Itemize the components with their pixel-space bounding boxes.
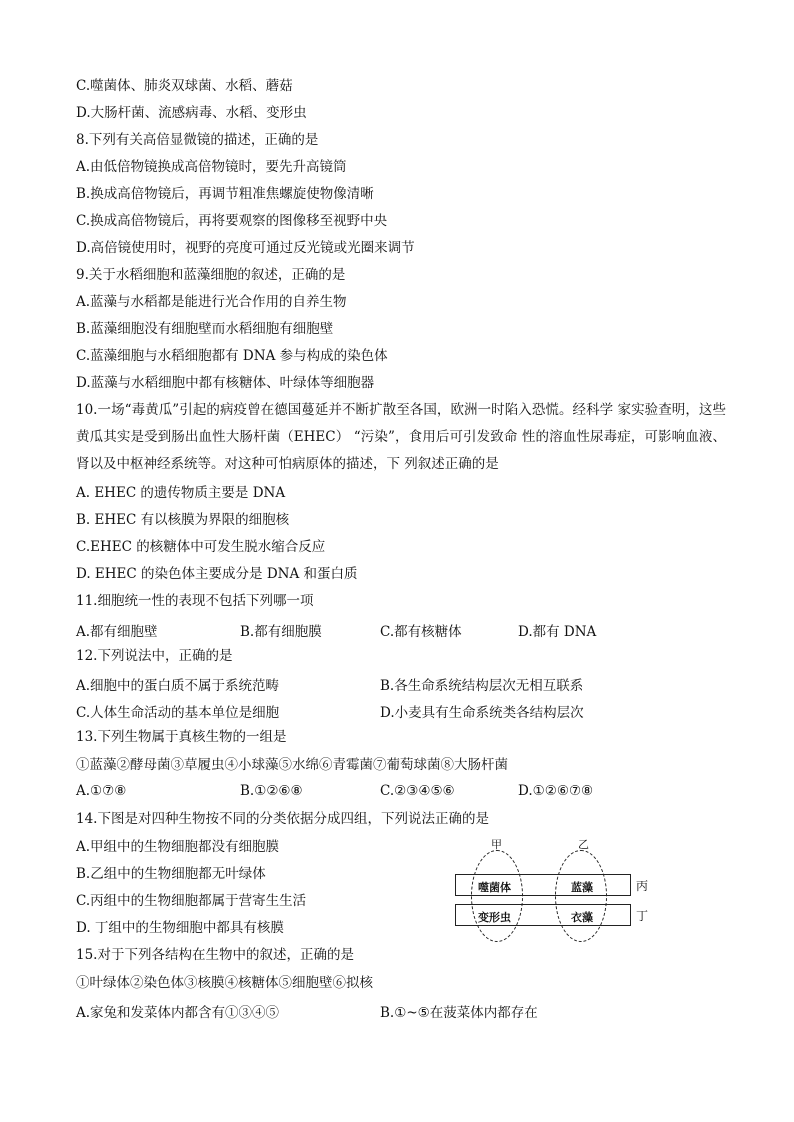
option-15b: B.①~⑤在菠菜体内都存在 bbox=[380, 1005, 538, 1021]
option-14a: A.甲组中的生物细胞都没有细胞膜 bbox=[76, 839, 280, 855]
question-15: 15.对于下列各结构在生物中的叙述，正确的是 bbox=[76, 947, 354, 963]
cell-bluealgae: 蓝藻 bbox=[571, 881, 593, 894]
question-10: 10.一场“毒黄瓜”引起的病疫曾在德国蔓延并不断扩散至各国，欧洲一时陷入恐慌。经科学 家实验查明，这些黄瓜其实是受到肠出血性大肠杆菌（EHEC） “污染”，食用后可引发致命 性的溶血性尿毒症，可影响血液、肾以及中枢神经系统等。对这种可怕病原体的描述，下 列叙述正确的是 bbox=[76, 402, 726, 472]
option-15a: A.家兔和发菜体内都含有①③④⑤ bbox=[76, 1005, 280, 1021]
cell-amoeba: 变形虫 bbox=[478, 911, 511, 924]
option-9b: B.蓝藻细胞没有细胞壁而水稻细胞有细胞壁 bbox=[76, 321, 334, 337]
option-10c: C.EHEC 的核糖体中可发生脱水缩合反应 bbox=[76, 539, 326, 555]
group-yi-oval bbox=[555, 850, 607, 942]
option-8a: A.由低倍物镜换成高倍物镜时，要先升高镜筒 bbox=[76, 159, 347, 175]
option-11a: A.都有细胞壁 bbox=[76, 624, 158, 640]
option-13a: A.①⑦⑧ bbox=[76, 783, 127, 799]
group-jia-oval bbox=[471, 850, 523, 942]
classification-diagram bbox=[455, 836, 655, 946]
row-bing-label: 丙 bbox=[636, 879, 649, 893]
row-ding-label: 丁 bbox=[636, 909, 649, 923]
question-14: 14.下图是对四种生物按不同的分类依据分成四组，下列说法正确的是 bbox=[76, 811, 489, 827]
cell-phage: 噬菌体 bbox=[478, 881, 511, 894]
option-14c: C.丙组中的生物细胞都属于营寄生生活 bbox=[76, 893, 307, 909]
question-9: 9.关于水稻细胞和蓝藻细胞的叙述，正确的是 bbox=[76, 267, 346, 283]
option-11d: D.都有 DNA bbox=[518, 624, 597, 640]
option-12d: D.小麦具有生命系统类各结构层次 bbox=[380, 705, 584, 721]
option-13b: B.①②⑥⑧ bbox=[240, 783, 303, 799]
option-9d: D.蓝藻与水稻细胞中都有核糖体、叶绿体等细胞器 bbox=[76, 375, 375, 391]
question-13: 13.下列生物属于真核生物的一组是 bbox=[76, 729, 287, 745]
option-10b: B. EHEC 有以核膜为界限的细胞核 bbox=[76, 512, 290, 528]
option-8b: B.换成高倍物镜后，再调节粗准焦螺旋使物像清晰 bbox=[76, 186, 374, 202]
option-13d: D.①②⑥⑦⑧ bbox=[518, 783, 594, 799]
group-jia-label: 甲 bbox=[491, 838, 502, 851]
question-13-list: ①蓝藻②酵母菌③草履虫④小球藻⑤水绵⑥青霉菌⑦葡萄球菌⑧大肠杆菌 bbox=[76, 757, 508, 773]
question-12: 12.下列说法中，正确的是 bbox=[76, 648, 233, 664]
option-7c: C.噬菌体、肺炎双球菌、水稻、蘑菇 bbox=[76, 78, 293, 94]
question-15-list: ①叶绿体②染色体③核膜④核糖体⑤细胞壁⑥拟核 bbox=[76, 975, 373, 991]
option-9c: C.蓝藻细胞与水稻细胞都有 DNA 参与构成的染色体 bbox=[76, 348, 388, 364]
option-13c: C.②③④⑤⑥ bbox=[380, 783, 455, 799]
option-8d: D.高倍镜使用时，视野的亮度可通过反光镜或光圈来调节 bbox=[76, 240, 415, 256]
question-11: 11.细胞统一性的表现不包括下列哪一项 bbox=[76, 593, 314, 609]
option-8c: C.换成高倍物镜后，再将要观察的图像移至视野中央 bbox=[76, 213, 388, 229]
option-11b: B.都有细胞膜 bbox=[240, 624, 322, 640]
option-9a: A.蓝藻与水稻都是能进行光合作用的自养生物 bbox=[76, 294, 347, 310]
option-12a: A.细胞中的蛋白质不属于系统范畴 bbox=[76, 678, 280, 694]
option-11c: C.都有核糖体 bbox=[380, 624, 462, 640]
option-12c: C.人体生命活动的基本单位是细胞 bbox=[76, 705, 280, 721]
option-12b: B.各生命系统结构层次无相互联系 bbox=[380, 678, 584, 694]
option-14d: D. 丁组中的生物细胞中都具有核膜 bbox=[76, 920, 284, 936]
question-8: 8.下列有关高倍显微镜的描述，正确的是 bbox=[76, 132, 319, 148]
group-yi-label: 乙 bbox=[578, 838, 589, 851]
option-10d: D. EHEC 的染色体主要成分是 DNA 和蛋白质 bbox=[76, 566, 358, 582]
option-10a: A. EHEC 的遗传物质主要是 DNA bbox=[76, 485, 286, 501]
option-7d: D.大肠杆菌、流感病毒、水稻、变形虫 bbox=[76, 105, 307, 121]
option-14b: B.乙组中的生物细胞都无叶绿体 bbox=[76, 866, 266, 882]
cell-chlamydomonas: 衣藻 bbox=[571, 911, 593, 924]
